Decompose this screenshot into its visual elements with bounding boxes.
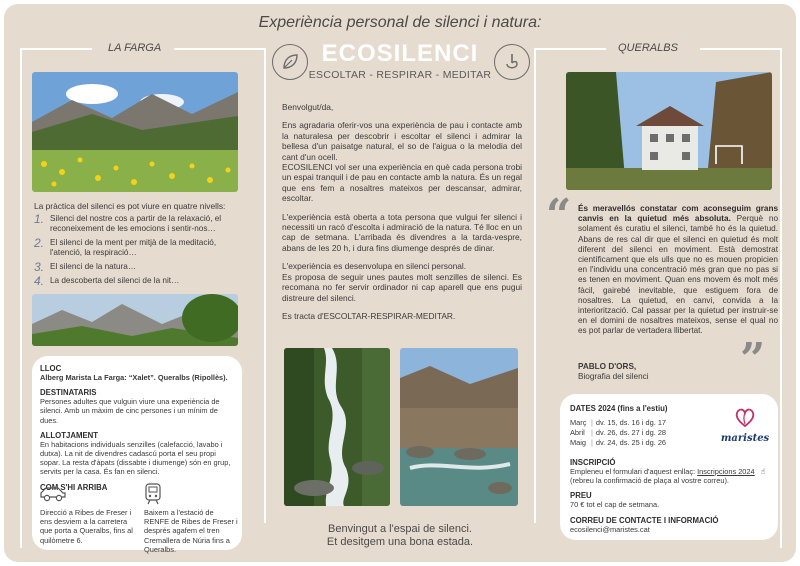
- date-month: Maig: [570, 438, 587, 447]
- letter-paragraph: Es tracta d'ESCOLTAR-RESPIRAR-MEDITAR.: [282, 310, 456, 321]
- lloc-text: Alberg Marista La Farga: “Xalet”. Queralbs (Ripollès).: [40, 373, 228, 382]
- level-text: El silenci de la ment per mitjà de la meditació, l'atenció, la respiració…: [50, 238, 217, 257]
- quote-attribution: [578, 362, 748, 382]
- train-directions: Baixem a l'estació de RENFE de Ribes de Freser i després agafem el tren Cremallera de Núria fins a Queralbs.: [144, 508, 238, 554]
- levels-list: [34, 214, 244, 290]
- hush-icon: [494, 44, 530, 80]
- meadow-photo: [32, 72, 238, 192]
- frame-line: [700, 48, 782, 50]
- inscripcio-prefix: Empleneu el formulari d'aquest enllaç:: [570, 467, 698, 476]
- info-card: [32, 356, 242, 554]
- level-number: 4.: [34, 274, 45, 288]
- level-text: Silenci del nostre cos a partir de la relaxació, el reconeixement de les emocions i sentir-nos…: [50, 214, 222, 233]
- list-item: [34, 238, 244, 258]
- arriba-heading: COM S'HI ARRIBA: [40, 482, 108, 492]
- quote-text: [578, 204, 778, 337]
- date-days: dv. 26, ds. 27 i dg. 28: [595, 428, 667, 437]
- date-month: Març: [570, 418, 587, 427]
- letter-paragraph: ECOSILENCI vol ser una experiència en què cada persona trobi un espai tranquil i de pau en contacte amb la natura. És un regal que ens fem a nosaltres mateixos per descansar, admirar, escoltar.: [282, 162, 522, 204]
- quote-source: Biografia del silenci: [578, 372, 649, 381]
- closing-line: Benvingut a l'espai de silenci.: [328, 523, 472, 535]
- destinataris-heading: DESTINATARIS: [40, 388, 97, 398]
- open-quote-icon: “: [546, 190, 572, 241]
- leaf-icon: [272, 44, 308, 80]
- date-month: Abril: [570, 428, 585, 437]
- river-photo: [400, 348, 518, 506]
- date-row: Abril | dv. 26, ds. 27 i dg. 28: [570, 428, 667, 437]
- list-item: [34, 262, 244, 272]
- frame-line: [20, 48, 92, 50]
- allotjament-text: En habitacions individuals senzilles (calefacció, lavabo i dutxa). La nit de divendres cadascú porta el seu propi sopar. La resta d'àpats (dissabte i diumenge) són en grup, servits per la casa. És fan en silenci.: [40, 439, 231, 477]
- cursor-icon: ☝: [760, 467, 766, 476]
- inscripcio-heading: INSCRIPCIÓ: [570, 458, 616, 467]
- waterfall-photo: [284, 348, 390, 506]
- right-section-title: QUERALBS: [612, 42, 684, 54]
- quote-body: Perquè no solament és curatiu el silenci, també ho és la quietud. Abans de res cal dir que el silenci en quietud és molt diferent del silenci en moviment. Està demostrat científicament que els ulls que no es mouen propicien en l'individu una concentració més gran que no pas si es tenen en moviment. Quan ens movem és molt més fàcil, gairebé inevitable, que estiguem fora de nosaltres. La quietud, en canvi, convida a la interiorització. Cal passar per la quietud per instruir-se en el domini de nosaltres mateixos, sense el qual no es pot parlar de vertadera llibertat.: [578, 214, 779, 336]
- level-number: 2.: [34, 236, 45, 250]
- train-icon: [142, 482, 164, 506]
- contact-email[interactable]: ecosilenci@maristes.cat: [570, 524, 650, 534]
- closing-message: [262, 523, 538, 549]
- date-days: dv. 24, ds. 25 i dg. 26: [595, 438, 667, 447]
- inscripcio-link[interactable]: Inscripcions 2024: [697, 467, 755, 476]
- frame-line: [534, 48, 536, 532]
- close-quote-icon: ”: [740, 334, 766, 385]
- level-text: La descoberta del silenci de la nit…: [50, 276, 180, 285]
- quote-lead: És meravellós constatar com aconseguim grans canvis en la quietud més absoluta.: [578, 204, 778, 224]
- level-number: 1.: [34, 212, 45, 226]
- list-item: [34, 214, 244, 234]
- frame-line: [174, 48, 266, 50]
- dates-card: [560, 394, 778, 540]
- lloc-heading: LLOC: [40, 364, 62, 373]
- left-section-title: LA FARGA: [102, 42, 167, 54]
- queralbs-photo: [566, 72, 772, 190]
- letter-paragraph: L'experiència està oberta a tota persona que vulgui fer silenci i necessiti un racó d'escolta i admiració de la natura. Té lloc en un cap de setmana. L'arribada és divendres a la tarda-vespre, abans de les 20 h, i dura fins diumenge després de dinar.: [282, 211, 522, 253]
- logo-text: maristes: [720, 433, 770, 444]
- letter-paragraph: L'experiència es desenvolupa en silenci personal.: [282, 261, 467, 272]
- date-row: Maig | dv. 24, ds. 25 i dg. 26: [570, 438, 667, 447]
- letter-paragraph: Ens agradaria oferir-vos una experiència de pau i contacte amb la naturalesa per descobrir i escoltar el silenci i admirar la bellesa d'un paisatge natural, el so de l'aigua o la melodia del cant d'un ocell.: [282, 120, 522, 162]
- quote-author: PABLO D'ORS,: [578, 362, 637, 371]
- list-item: [34, 276, 244, 286]
- destinataris-text: Persones adultes que vulguin viure una experiència de silenci. Amb un màxim de cinc persones i un mínim de dues.: [40, 397, 220, 425]
- dates-heading: DATES 2024 (fins a l'estiu): [570, 404, 668, 413]
- maristes-logo: [720, 406, 770, 444]
- brand-title: ECOSILENCI: [321, 40, 479, 67]
- frame-line: [534, 48, 606, 50]
- dates-list: [570, 418, 720, 448]
- contact-heading: CORREU DE CONTACTE I INFORMACIÓ: [570, 515, 719, 525]
- welcome-letter: [282, 102, 522, 329]
- level-number: 3.: [34, 260, 45, 274]
- brand-subtitle: ESCOLTAR - RESPIRAR - MEDITAR: [308, 69, 492, 81]
- frame-line: [780, 48, 782, 548]
- car-icon: [38, 484, 68, 504]
- frame-line: [20, 48, 22, 548]
- level-text: El silenci de la natura…: [50, 262, 137, 271]
- inscripcio-note: (rebreu la confirmació de plaça al vostre correu).: [570, 476, 729, 486]
- car-directions: Direcció a Ribes de Freser i ens desviem a la carretera que porta a Queralbs, fins al quilòmetre 6.: [40, 508, 133, 545]
- date-days: dv. 15, ds. 16 i dg. 17: [595, 418, 667, 427]
- inscripcio-text: [570, 467, 770, 485]
- closing-line: Et desitgem una bona estada.: [326, 536, 474, 548]
- letter-paragraph: Es proposa de seguir unes pautes molt senzilles de silenci. Es recomana no fer servir ordinador ni cap aparell que ens pugui distreure del silenci.: [282, 271, 522, 303]
- frame-line: [264, 48, 266, 532]
- date-row: Març | dv. 15, ds. 16 i dg. 17: [570, 418, 667, 427]
- preu-text: 70 € tot el cap de setmana.: [570, 500, 660, 510]
- mountain-photo: [32, 294, 238, 346]
- letter-greeting: Benvolgut/da,: [282, 102, 334, 112]
- levels-intro: La pràctica del silenci es pot viure en quatre nivells:: [34, 201, 226, 211]
- brochure-page: [4, 4, 796, 562]
- allotjament-heading: ALLOTJAMENT: [40, 430, 99, 440]
- preu-heading: PREU: [570, 491, 592, 501]
- header-tagline: Experiència personal de silenci i natura:: [258, 14, 542, 31]
